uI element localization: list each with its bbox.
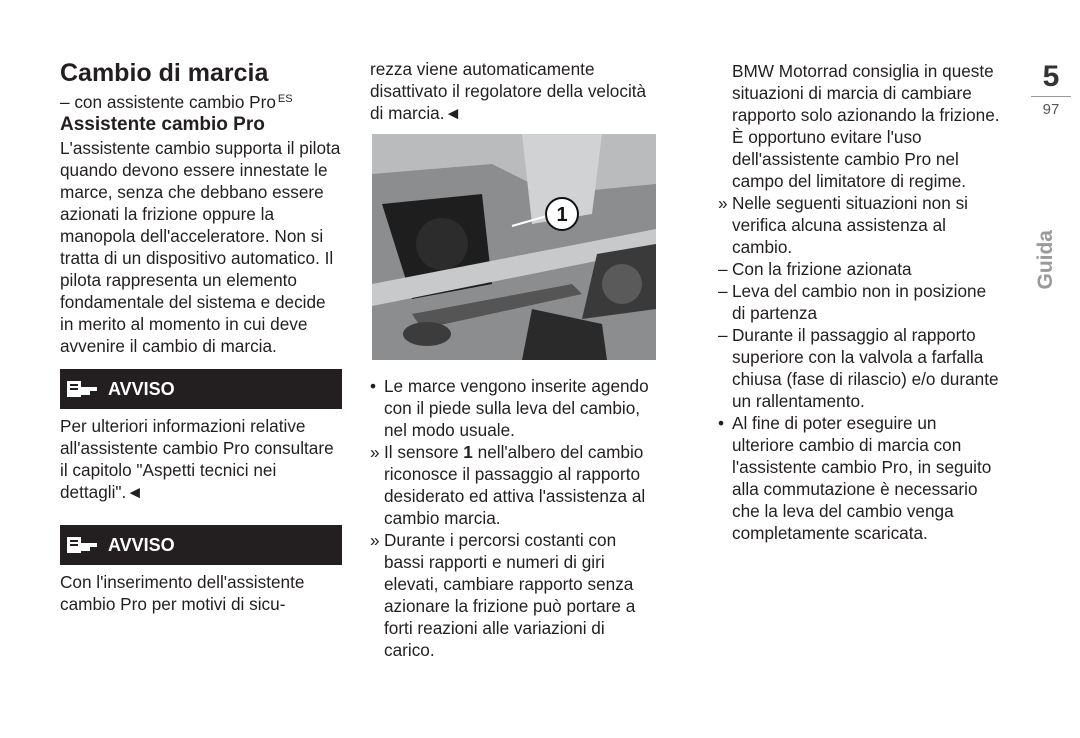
- callout-number: 1: [556, 204, 568, 226]
- item-text: Le marce vengono inserite agendo con il piede sulla leva del cambio, nel modo usuale.: [384, 376, 649, 440]
- item-text: Leva del cambio non in posizione di partenza: [732, 281, 987, 323]
- result-marker: »: [370, 530, 380, 550]
- bullet-marker: •: [718, 413, 725, 433]
- list-item: [718, 412, 1002, 544]
- continued-paragraph: BMW Motorrad consiglia in queste situazioni di marcia di cambiare rapporto solo azionando la frizione. È opportuno evitare l'uso dell'assistente cambio Pro nel campo del limitatore di regime.: [732, 61, 1000, 191]
- notice-text-1: Per ulteriori informazioni relative all'assistente cambio Pro consultare il capitolo "Aspetti tecnici nei dettagli".◄: [60, 416, 334, 502]
- column-3: [718, 60, 1002, 544]
- gearshift-sensor-photo: [372, 134, 656, 360]
- dash-marker: –: [718, 281, 728, 301]
- tab-divider: [1031, 96, 1071, 97]
- column-2: [370, 58, 652, 661]
- chapter-tab: [1028, 60, 1074, 290]
- subtitle: [60, 88, 342, 113]
- item-list: [718, 192, 1002, 544]
- item-text: nell'albero del cambio riconosce il passaggio al rapporto desiderato ed attiva l'assistenza al cambio marcia.: [384, 442, 646, 528]
- dash-marker: –: [718, 259, 728, 279]
- subtitle-superscript: ES: [277, 93, 293, 105]
- section-heading: Assistente cambio Pro: [60, 114, 265, 135]
- list-item: [370, 529, 652, 661]
- item-text: Durante i percorsi costanti con bassi rapporti e numeri di giri elevati, cambiare rapporto senza azionare la frizione può portare a forti reazioni alle variazioni di carico.: [384, 530, 636, 660]
- continued-paragraph: rezza viene automaticamente disattivato il regolatore della velocità di marcia.◄: [370, 59, 647, 123]
- hand-book-icon: [66, 534, 100, 556]
- list-item: [718, 258, 1002, 280]
- item-text: Con la frizione azionata: [732, 259, 912, 279]
- subtitle-text: – con assistente cambio Pro: [60, 92, 276, 112]
- list-item: [718, 324, 1002, 412]
- item-text: Il sensore: [384, 442, 464, 462]
- notice-banner-2: [60, 525, 342, 565]
- section-name: Guida: [1034, 230, 1057, 290]
- result-marker: »: [718, 193, 728, 213]
- bullet-marker: •: [370, 376, 377, 396]
- column-1: [60, 58, 342, 615]
- item-text: Al fine di poter eseguire un ulteriore cambio di marcia con l'assistente cambio Pro, in seguito alla commutazione è necessario che la leva del cambio venga completamente scaricata.: [732, 413, 992, 543]
- item-list: [370, 375, 652, 661]
- notice-banner-1: [60, 369, 342, 409]
- hand-book-icon: [66, 378, 100, 400]
- chapter-number: 5: [1042, 60, 1060, 93]
- intro-paragraph: L'assistente cambio supporta il pilota quando devono essere innestate le marce, senza che debbano essere azionati la frizione oppure la manopola dell'acceleratore. Non si tratta di un dispositivo automatico. Il pilota rappresenta un elemento fondamentale del sistema e decide in merito al momento in cui deve avvenire il cambio di marcia.: [60, 138, 341, 356]
- notice-text-2: Con l'inserimento dell'assistente cambio Pro per motivi di sicu-: [60, 572, 305, 614]
- list-item: [370, 441, 652, 529]
- page-number: 97: [1042, 101, 1060, 118]
- result-marker: »: [370, 442, 380, 462]
- notice-label-1: AVVISO: [108, 379, 175, 399]
- item-text: Nelle seguenti situazioni non si verifica alcuna assistenza al cambio.: [732, 193, 968, 257]
- list-item: [718, 280, 1002, 324]
- dash-marker: –: [718, 325, 728, 345]
- item-text: Durante il passaggio al rapporto superiore con la valvola a farfalla chiusa (fase di rilascio) e/o durante un rallentamento.: [732, 325, 999, 411]
- list-item: [370, 375, 652, 441]
- notice-label-2: AVVISO: [108, 535, 175, 555]
- list-item: [718, 192, 1002, 258]
- page-title: Cambio di marcia: [60, 59, 269, 87]
- item-reference-number: 1: [463, 442, 473, 462]
